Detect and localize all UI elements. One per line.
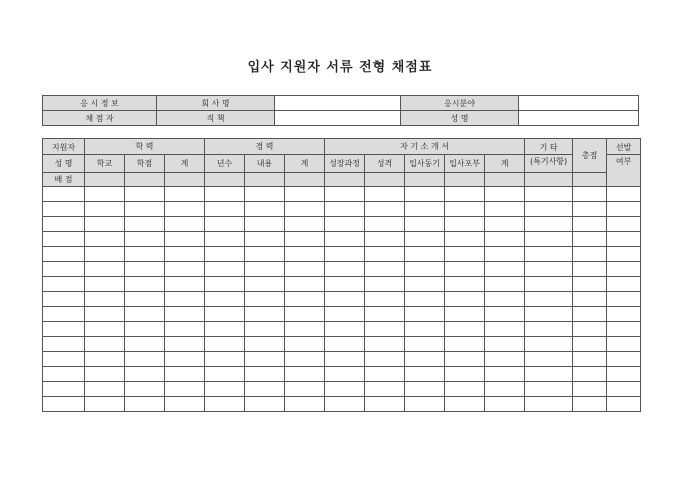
table-cell[interactable] xyxy=(405,187,445,202)
table-cell[interactable] xyxy=(485,352,525,367)
table-cell[interactable] xyxy=(365,202,405,217)
selection-header-b: 여부 xyxy=(607,155,641,187)
table-cell[interactable] xyxy=(165,187,205,202)
table-cell[interactable] xyxy=(445,247,485,262)
score-cell[interactable] xyxy=(445,173,485,187)
table-cell[interactable] xyxy=(245,382,285,397)
table-cell[interactable] xyxy=(525,187,573,202)
table-cell[interactable] xyxy=(85,307,125,322)
table-cell[interactable] xyxy=(525,367,573,382)
table-cell[interactable] xyxy=(85,277,125,292)
table-cell[interactable] xyxy=(43,352,85,367)
applicant-name-label: 성 명 xyxy=(43,155,85,173)
table-cell[interactable] xyxy=(85,337,125,352)
table-cell[interactable] xyxy=(245,322,285,337)
table-cell[interactable] xyxy=(525,382,573,397)
table-cell[interactable] xyxy=(445,352,485,367)
table-cell[interactable] xyxy=(445,307,485,322)
table-cell[interactable] xyxy=(285,232,325,247)
table-cell[interactable] xyxy=(125,307,165,322)
table-row xyxy=(43,277,641,292)
table-cell[interactable] xyxy=(165,337,205,352)
table-cell[interactable] xyxy=(205,217,245,232)
table-cell[interactable] xyxy=(485,337,525,352)
table-cell[interactable] xyxy=(325,217,365,232)
table-cell[interactable] xyxy=(365,337,405,352)
table-cell[interactable] xyxy=(405,232,445,247)
table-cell[interactable] xyxy=(445,367,485,382)
table-cell[interactable] xyxy=(607,382,641,397)
table-cell[interactable] xyxy=(485,277,525,292)
table-cell[interactable] xyxy=(525,322,573,337)
table-row xyxy=(43,322,641,337)
table-cell[interactable] xyxy=(205,382,245,397)
table-cell[interactable] xyxy=(85,232,125,247)
career-col-sum: 계 xyxy=(285,155,325,173)
table-cell[interactable] xyxy=(325,232,365,247)
table-row xyxy=(43,217,641,232)
table-cell[interactable] xyxy=(245,352,285,367)
table-cell[interactable] xyxy=(485,217,525,232)
table-cell[interactable] xyxy=(573,277,607,292)
table-cell[interactable] xyxy=(205,367,245,382)
table-cell[interactable] xyxy=(43,367,85,382)
table-cell[interactable] xyxy=(365,397,405,412)
table-cell[interactable] xyxy=(285,202,325,217)
career-header: 경 력 xyxy=(205,139,325,155)
table-cell[interactable] xyxy=(525,337,573,352)
score-cell[interactable] xyxy=(573,173,607,187)
table-cell[interactable] xyxy=(125,337,165,352)
table-cell[interactable] xyxy=(573,202,607,217)
table-cell[interactable] xyxy=(573,247,607,262)
table-cell[interactable] xyxy=(245,232,285,247)
table-cell[interactable] xyxy=(573,382,607,397)
table-cell[interactable] xyxy=(43,277,85,292)
table-cell[interactable] xyxy=(125,292,165,307)
table-cell[interactable] xyxy=(485,367,525,382)
score-label: 배 점 xyxy=(43,173,85,187)
table-cell[interactable] xyxy=(43,307,85,322)
table-cell[interactable] xyxy=(607,262,641,277)
table-row xyxy=(43,202,641,217)
table-cell[interactable] xyxy=(485,247,525,262)
education-header: 학 력 xyxy=(85,139,205,155)
applicant-label: 지원자 xyxy=(43,139,85,155)
edu-col-school: 학교 xyxy=(85,155,125,173)
table-cell[interactable] xyxy=(43,232,85,247)
table-cell[interactable] xyxy=(607,367,641,382)
table-cell[interactable] xyxy=(607,307,641,322)
intro-col-sum: 계 xyxy=(485,155,525,173)
table-cell[interactable] xyxy=(405,217,445,232)
table-cell[interactable] xyxy=(85,292,125,307)
score-cell[interactable] xyxy=(405,173,445,187)
table-cell[interactable] xyxy=(43,322,85,337)
table-cell[interactable] xyxy=(85,202,125,217)
table-cell[interactable] xyxy=(525,397,573,412)
table-cell[interactable] xyxy=(205,247,245,262)
score-grid-table xyxy=(42,138,641,412)
table-cell[interactable] xyxy=(43,262,85,277)
table-cell[interactable] xyxy=(43,202,85,217)
self-intro-header: 자 기 소 개 서 xyxy=(325,139,525,155)
table-cell[interactable] xyxy=(405,352,445,367)
page-title: 입사 지원자 서류 전형 채점표 xyxy=(247,60,433,75)
table-cell[interactable] xyxy=(573,187,607,202)
table-cell[interactable] xyxy=(205,202,245,217)
table-cell[interactable] xyxy=(325,262,365,277)
table-cell[interactable] xyxy=(445,397,485,412)
table-cell[interactable] xyxy=(365,232,405,247)
table-cell[interactable] xyxy=(325,247,365,262)
table-cell[interactable] xyxy=(485,292,525,307)
grader-info-table xyxy=(42,95,639,126)
field-label: 응시분야 xyxy=(401,96,519,111)
table-cell[interactable] xyxy=(573,292,607,307)
table-cell[interactable] xyxy=(607,277,641,292)
table-cell[interactable] xyxy=(573,397,607,412)
table-cell[interactable] xyxy=(365,187,405,202)
table-cell[interactable] xyxy=(607,322,641,337)
table-cell[interactable] xyxy=(607,352,641,367)
table-cell[interactable] xyxy=(205,322,245,337)
table-cell[interactable] xyxy=(125,352,165,367)
table-cell[interactable] xyxy=(365,367,405,382)
table-cell[interactable] xyxy=(607,217,641,232)
table-cell[interactable] xyxy=(285,397,325,412)
table-cell[interactable] xyxy=(485,397,525,412)
score-cell[interactable] xyxy=(365,173,405,187)
table-cell[interactable] xyxy=(573,322,607,337)
table-cell[interactable] xyxy=(43,397,85,412)
table-row xyxy=(43,352,641,367)
info-row-2 xyxy=(43,111,639,126)
table-cell[interactable] xyxy=(125,382,165,397)
table-cell[interactable] xyxy=(525,307,573,322)
table-cell[interactable] xyxy=(405,262,445,277)
table-cell[interactable] xyxy=(43,187,85,202)
table-cell[interactable] xyxy=(525,217,573,232)
table-cell[interactable] xyxy=(165,232,205,247)
other-sub-header: (특기사항) xyxy=(525,155,573,173)
table-cell[interactable] xyxy=(445,292,485,307)
table-cell[interactable] xyxy=(365,382,405,397)
intro-col-motivation: 입사동기 xyxy=(405,155,445,173)
table-cell[interactable] xyxy=(43,247,85,262)
table-cell[interactable] xyxy=(445,232,485,247)
table-cell[interactable] xyxy=(525,352,573,367)
table-row xyxy=(43,397,641,412)
table-cell[interactable] xyxy=(485,187,525,202)
total-header: 총점 xyxy=(573,139,607,173)
table-cell[interactable] xyxy=(285,352,325,367)
table-cell[interactable] xyxy=(445,187,485,202)
table-cell[interactable] xyxy=(285,322,325,337)
table-cell[interactable] xyxy=(325,367,365,382)
score-cell[interactable] xyxy=(165,173,205,187)
table-cell[interactable] xyxy=(485,202,525,217)
table-cell[interactable] xyxy=(205,337,245,352)
table-cell[interactable] xyxy=(525,292,573,307)
table-cell[interactable] xyxy=(325,187,365,202)
table-cell[interactable] xyxy=(165,277,205,292)
table-cell[interactable] xyxy=(125,202,165,217)
edu-col-sum: 계 xyxy=(165,155,205,173)
table-cell[interactable] xyxy=(445,322,485,337)
table-cell[interactable] xyxy=(85,322,125,337)
table-cell[interactable] xyxy=(445,382,485,397)
position-cell[interactable] xyxy=(275,111,401,126)
career-col-years: 년수 xyxy=(205,155,245,173)
table-cell[interactable] xyxy=(285,217,325,232)
table-cell[interactable] xyxy=(405,337,445,352)
info-row-1 xyxy=(43,96,639,111)
table-cell[interactable] xyxy=(573,352,607,367)
table-cell[interactable] xyxy=(85,187,125,202)
table-cell[interactable] xyxy=(245,337,285,352)
table-cell[interactable] xyxy=(125,397,165,412)
table-cell[interactable] xyxy=(285,292,325,307)
score-cell[interactable] xyxy=(485,173,525,187)
table-cell[interactable] xyxy=(205,352,245,367)
table-cell[interactable] xyxy=(445,202,485,217)
table-cell[interactable] xyxy=(485,382,525,397)
table-cell[interactable] xyxy=(607,337,641,352)
table-cell[interactable] xyxy=(285,277,325,292)
table-cell[interactable] xyxy=(125,217,165,232)
table-cell[interactable] xyxy=(405,322,445,337)
table-cell[interactable] xyxy=(607,232,641,247)
table-cell[interactable] xyxy=(205,397,245,412)
table-cell[interactable] xyxy=(405,292,445,307)
table-cell[interactable] xyxy=(165,322,205,337)
table-cell[interactable] xyxy=(607,187,641,202)
table-cell[interactable] xyxy=(325,382,365,397)
table-cell[interactable] xyxy=(365,352,405,367)
table-cell[interactable] xyxy=(607,202,641,217)
table-cell[interactable] xyxy=(165,217,205,232)
table-cell[interactable] xyxy=(365,292,405,307)
table-row xyxy=(43,292,641,307)
table-cell[interactable] xyxy=(525,262,573,277)
table-cell[interactable] xyxy=(245,262,285,277)
table-row xyxy=(43,232,641,247)
table-cell[interactable] xyxy=(85,262,125,277)
table-cell[interactable] xyxy=(607,292,641,307)
table-cell[interactable] xyxy=(85,367,125,382)
field-cell[interactable] xyxy=(519,96,639,111)
table-cell[interactable] xyxy=(445,217,485,232)
table-cell[interactable] xyxy=(125,232,165,247)
score-cell[interactable] xyxy=(325,173,365,187)
table-cell[interactable] xyxy=(285,262,325,277)
table-cell[interactable] xyxy=(525,232,573,247)
table-cell[interactable] xyxy=(165,262,205,277)
table-cell[interactable] xyxy=(485,232,525,247)
table-row xyxy=(43,382,641,397)
table-cell[interactable] xyxy=(165,202,205,217)
score-cell[interactable] xyxy=(205,173,245,187)
table-cell[interactable] xyxy=(573,367,607,382)
table-cell[interactable] xyxy=(125,247,165,262)
table-cell[interactable] xyxy=(405,397,445,412)
table-cell[interactable] xyxy=(445,277,485,292)
intro-col-aspiration: 입사포부 xyxy=(445,155,485,173)
table-cell[interactable] xyxy=(165,352,205,367)
table-cell[interactable] xyxy=(325,202,365,217)
table-cell[interactable] xyxy=(245,247,285,262)
table-cell[interactable] xyxy=(525,277,573,292)
table-cell[interactable] xyxy=(245,367,285,382)
table-cell[interactable] xyxy=(485,262,525,277)
table-cell[interactable] xyxy=(285,337,325,352)
company-name-cell[interactable] xyxy=(275,96,401,111)
table-cell[interactable] xyxy=(325,337,365,352)
table-cell[interactable] xyxy=(165,367,205,382)
table-cell[interactable] xyxy=(205,187,245,202)
table-cell[interactable] xyxy=(607,247,641,262)
table-cell[interactable] xyxy=(325,277,365,292)
company-name-label: 회 사 명 xyxy=(157,96,275,111)
table-cell[interactable] xyxy=(365,262,405,277)
table-cell[interactable] xyxy=(245,292,285,307)
score-cell[interactable] xyxy=(285,173,325,187)
edu-col-grade: 학점 xyxy=(125,155,165,173)
score-cell[interactable] xyxy=(245,173,285,187)
table-cell[interactable] xyxy=(365,277,405,292)
table-cell[interactable] xyxy=(205,262,245,277)
table-cell[interactable] xyxy=(165,307,205,322)
table-cell[interactable] xyxy=(205,232,245,247)
name-label: 성 명 xyxy=(401,111,519,126)
table-cell[interactable] xyxy=(485,307,525,322)
table-cell[interactable] xyxy=(405,202,445,217)
position-label: 직 책 xyxy=(157,111,275,126)
table-cell[interactable] xyxy=(85,382,125,397)
table-cell[interactable] xyxy=(125,262,165,277)
table-cell[interactable] xyxy=(285,247,325,262)
table-cell[interactable] xyxy=(85,247,125,262)
table-cell[interactable] xyxy=(405,367,445,382)
table-cell[interactable] xyxy=(43,337,85,352)
table-row xyxy=(43,367,641,382)
table-cell[interactable] xyxy=(205,307,245,322)
table-cell[interactable] xyxy=(43,382,85,397)
table-cell[interactable] xyxy=(285,307,325,322)
name-cell[interactable] xyxy=(519,111,639,126)
table-cell[interactable] xyxy=(365,247,405,262)
table-cell[interactable] xyxy=(285,187,325,202)
table-cell[interactable] xyxy=(573,262,607,277)
score-row xyxy=(43,173,641,187)
table-cell[interactable] xyxy=(325,397,365,412)
table-cell[interactable] xyxy=(43,292,85,307)
table-cell[interactable] xyxy=(405,277,445,292)
table-cell[interactable] xyxy=(125,187,165,202)
table-cell[interactable] xyxy=(85,352,125,367)
table-cell[interactable] xyxy=(205,292,245,307)
table-cell[interactable] xyxy=(485,322,525,337)
table-cell[interactable] xyxy=(43,217,85,232)
table-cell[interactable] xyxy=(573,232,607,247)
header-row-2 xyxy=(43,155,641,173)
table-cell[interactable] xyxy=(125,322,165,337)
table-cell[interactable] xyxy=(325,307,365,322)
grader-label: 채 점 자 xyxy=(43,111,157,126)
table-cell[interactable] xyxy=(365,217,405,232)
score-cell[interactable] xyxy=(85,173,125,187)
table-cell[interactable] xyxy=(285,382,325,397)
table-cell[interactable] xyxy=(607,397,641,412)
table-cell[interactable] xyxy=(165,397,205,412)
table-cell[interactable] xyxy=(525,202,573,217)
table-cell[interactable] xyxy=(573,217,607,232)
career-col-content: 내용 xyxy=(245,155,285,173)
table-cell[interactable] xyxy=(405,382,445,397)
table-row xyxy=(43,187,641,202)
table-cell[interactable] xyxy=(325,322,365,337)
table-row xyxy=(43,307,641,322)
score-cell[interactable] xyxy=(125,173,165,187)
table-cell[interactable] xyxy=(125,277,165,292)
table-cell[interactable] xyxy=(245,277,285,292)
table-cell[interactable] xyxy=(445,337,485,352)
table-cell[interactable] xyxy=(165,247,205,262)
table-cell[interactable] xyxy=(245,307,285,322)
table-cell[interactable] xyxy=(365,307,405,322)
table-cell[interactable] xyxy=(445,262,485,277)
score-cell[interactable] xyxy=(525,173,573,187)
table-row xyxy=(43,337,641,352)
selection-header-a: 선발 xyxy=(607,139,641,155)
intro-col-personality: 성격 xyxy=(365,155,405,173)
table-cell[interactable] xyxy=(325,352,365,367)
table-cell[interactable] xyxy=(205,277,245,292)
table-row xyxy=(43,262,641,277)
table-cell[interactable] xyxy=(245,217,285,232)
table-cell[interactable] xyxy=(285,367,325,382)
table-cell[interactable] xyxy=(245,187,285,202)
intro-col-growth: 성장과정 xyxy=(325,155,365,173)
table-row xyxy=(43,247,641,262)
table-cell[interactable] xyxy=(365,322,405,337)
table-cell[interactable] xyxy=(85,217,125,232)
table-cell[interactable] xyxy=(85,397,125,412)
table-cell[interactable] xyxy=(573,307,607,322)
header-row-1 xyxy=(43,139,641,155)
exam-info-label: 응 시 정 보 xyxy=(43,96,157,111)
table-cell[interactable] xyxy=(405,247,445,262)
table-cell[interactable] xyxy=(125,367,165,382)
table-cell[interactable] xyxy=(245,202,285,217)
table-cell[interactable] xyxy=(165,382,205,397)
table-cell[interactable] xyxy=(165,292,205,307)
table-cell[interactable] xyxy=(325,292,365,307)
table-cell[interactable] xyxy=(405,307,445,322)
table-cell[interactable] xyxy=(245,397,285,412)
table-cell[interactable] xyxy=(525,247,573,262)
other-header: 기 타 xyxy=(525,139,573,155)
table-cell[interactable] xyxy=(573,337,607,352)
